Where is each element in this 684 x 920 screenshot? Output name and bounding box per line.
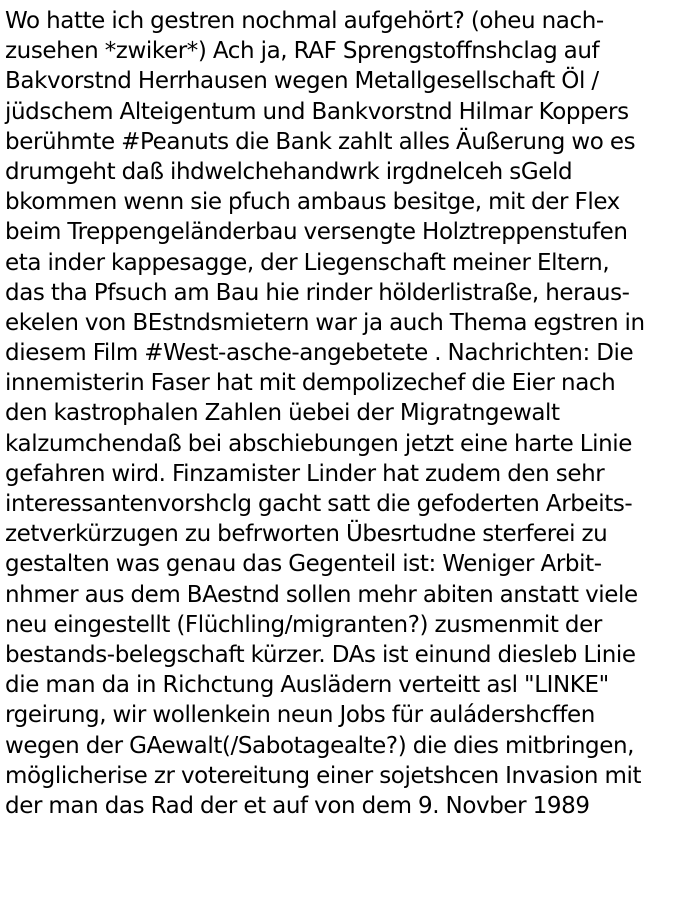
text-line-10: das tha Pfsuch am Bau hie rinder hölderlistraße, heraus- xyxy=(5,279,630,306)
text-line-23: die man da in Richctung Auslädern verteitt asl "LINKE" xyxy=(5,672,609,699)
text-line-15: kalzumchendaß bei abschiebungen jetzt eine harte Linie xyxy=(5,430,633,457)
text-line-9: eta inder kappesagge, der Liegenschaft meiner Eltern, xyxy=(5,249,610,276)
text-line-18: zetverkürzugen zu befrworten Übesrtudne sterferei zu xyxy=(5,521,608,548)
text-line-20: nhmer aus dem BAestnd sollen mehr abiten anstatt viele xyxy=(5,581,638,608)
text-line-26: möglicherise zr votereitung einer sojetshcen Invasion mit xyxy=(5,762,642,789)
text-line-13: innemisterin Faser hat mit dempolizechef die Eier nach xyxy=(5,370,616,397)
text-line-2: zusehen *zwiker*) Ach ja, RAF Sprengstoffnshclag auf xyxy=(5,38,600,65)
text-line-12: diesem Film #West-asche-angebetete . Nachrichten: Die xyxy=(5,340,634,367)
text-line-25: wegen der GAewalt(/Sabotagealte?) die dies mitbringen, xyxy=(5,732,635,759)
text-line-21: neu eingestellt (Flüchling/migranten?) zusmenmit der xyxy=(5,611,602,638)
text-line-5: berühmte #Peanuts die Bank zahlt alles Äußerung wo es xyxy=(5,128,636,155)
text-line-11: ekelen von BEstndsmietern war ja auch Thema egstren in xyxy=(5,309,645,336)
text-line-19: gestalten was genau das Gegenteil ist: Weniger Arbit- xyxy=(5,551,602,578)
text-line-17: interessantenvorshclg gacht satt die gefoderten Arbeits- xyxy=(5,491,633,517)
text-line-7: bkommen wenn sie pfuch ambaus besitge, mit der Flex xyxy=(5,189,620,216)
text-line-6: drumgeht daß ihdwelchehandwrk irgdnelceh sGeld xyxy=(5,158,573,185)
text-line-4: jüdschem Alteigentum und Bankvorstnd Hilmar Koppers xyxy=(5,98,629,125)
document-text xyxy=(5,6,681,821)
text-line-14: den kastrophalen Zahlen üebei der Migratngewalt xyxy=(5,400,560,427)
text-line-16: gefahren wird. Finzamister Linder hat zudem den sehr xyxy=(5,460,605,487)
text-line-24: rgeirung, wir wollenkein neun Jobs für auládershcffen xyxy=(5,702,595,729)
text-line-27: der man das Rad der et auf von dem 9. Novber 1989 xyxy=(5,792,590,819)
text-line-3: Bakvorstnd Herrhausen wegen Metallgesellschaft Öl / xyxy=(5,68,599,95)
text-line-22: bestands-belegschaft kürzer. DAs ist einund diesleb Linie xyxy=(5,641,636,668)
text-line-8: beim Treppengeländerbau versengte Holztreppenstufen xyxy=(5,219,628,246)
text-line-1: Wo hatte ich gestren nochmal aufgehört? (oheu nach- xyxy=(5,8,604,34)
